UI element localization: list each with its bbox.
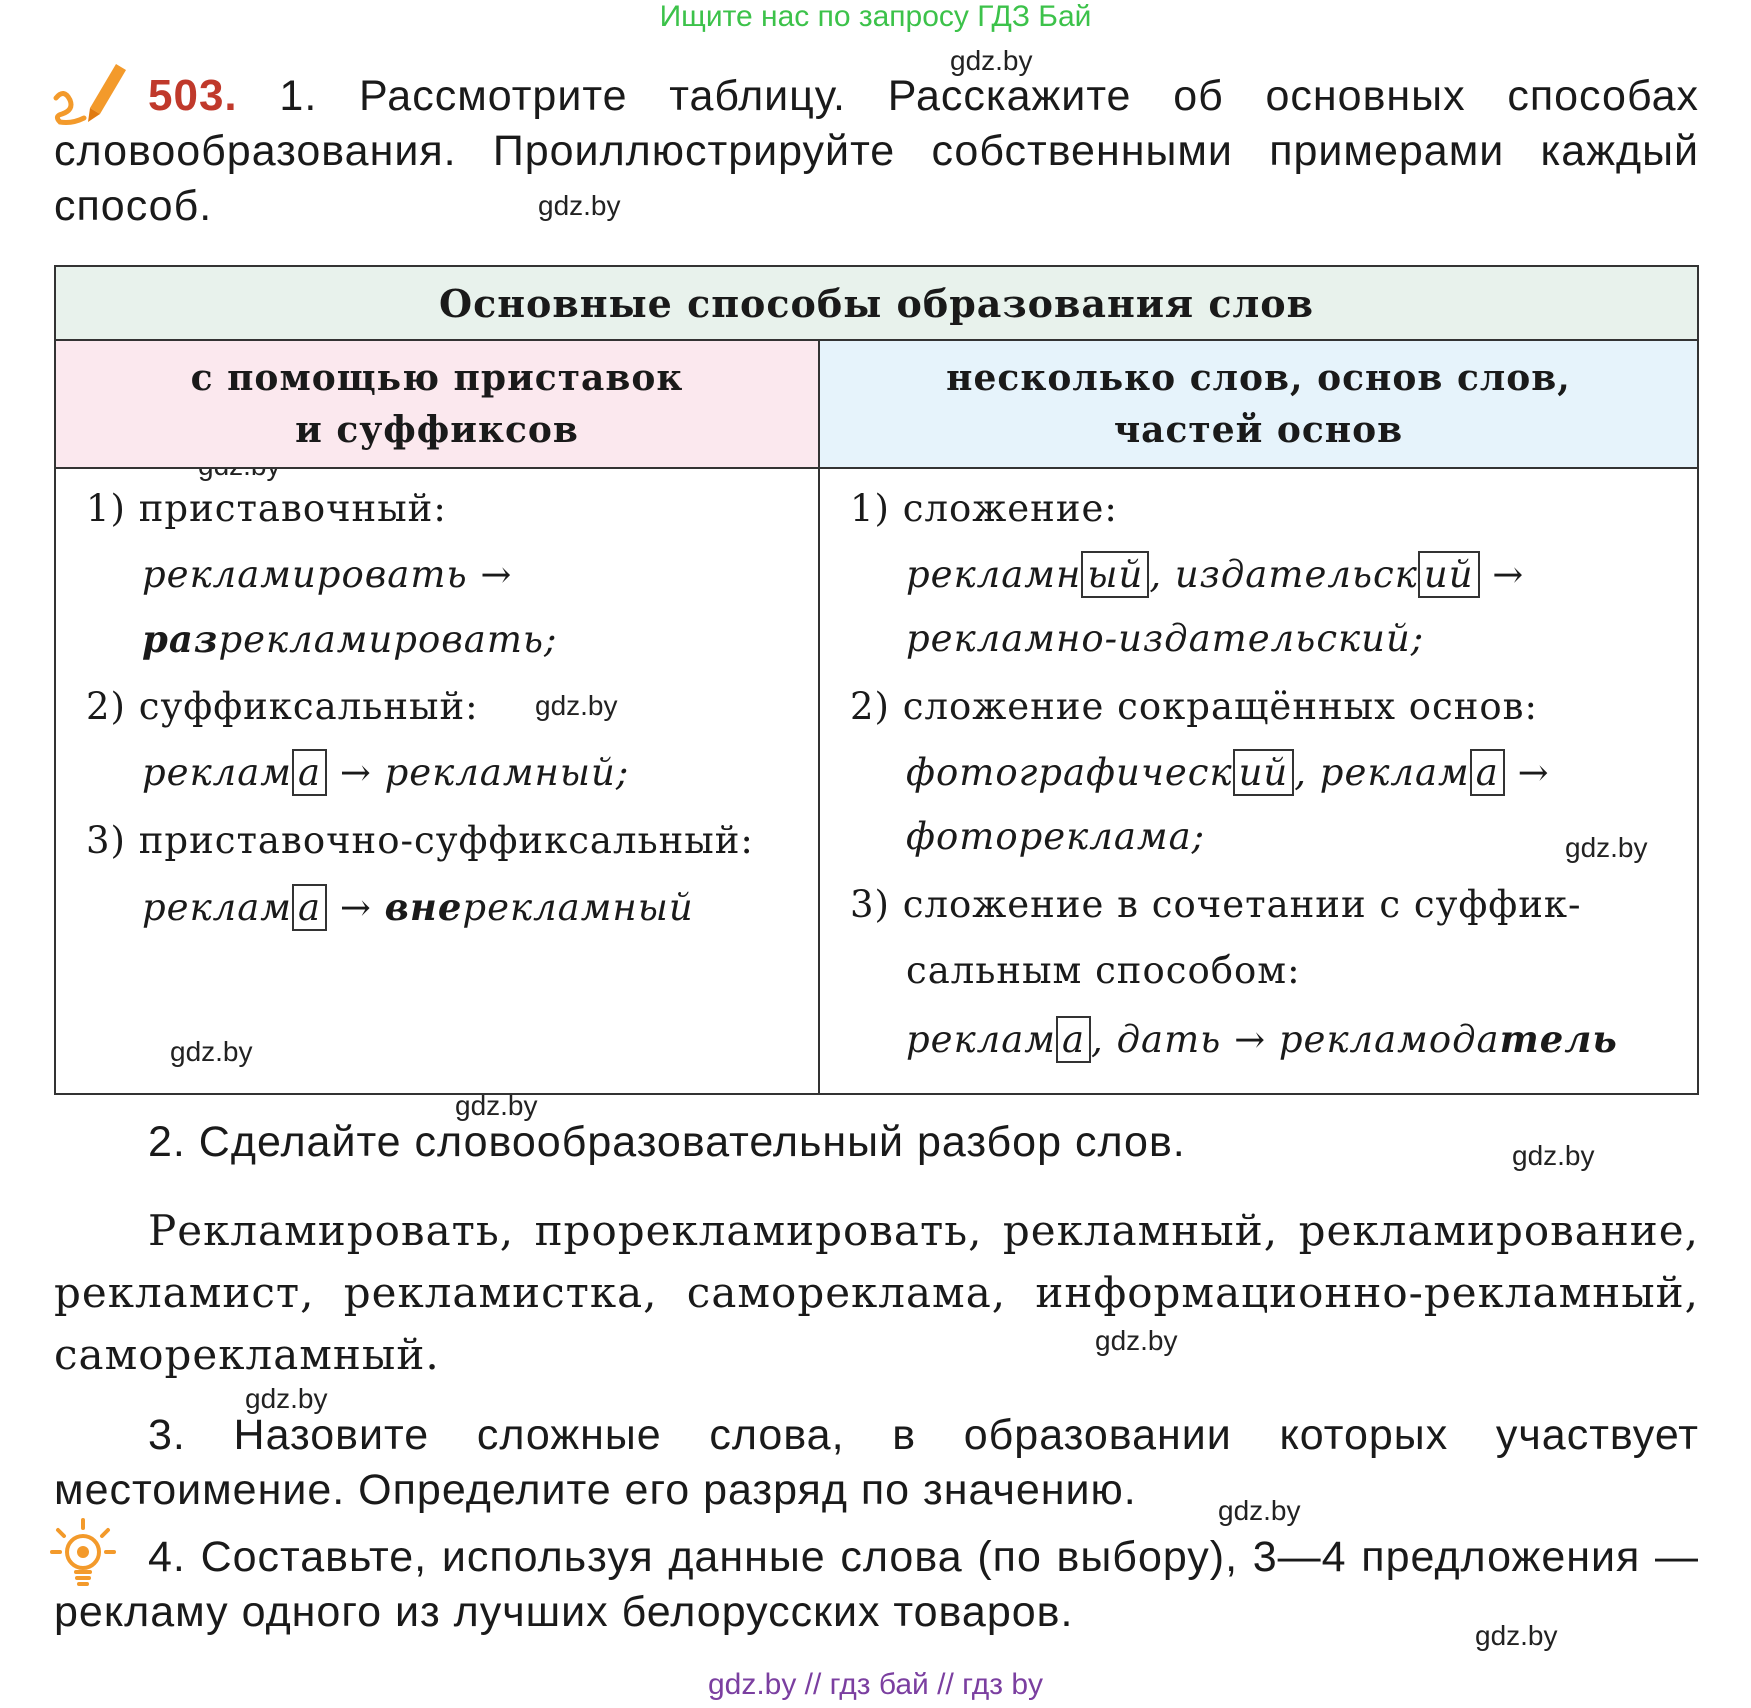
example-line: рекламн ый , издательск ий → [906, 553, 1525, 596]
watermark: gdz.by [1512, 1140, 1595, 1171]
right-column-body [819, 468, 1698, 1094]
method-prefix-label: 1) приставочный: [86, 487, 447, 530]
watermark: gdz.by [1218, 1495, 1301, 1526]
watermark: gdz.by [1095, 1325, 1178, 1356]
example-line: реклам а → рекламный; [142, 751, 630, 794]
example-line: фотографическ ий , реклам а → [906, 751, 1550, 794]
method-suffix-label: 2) суффиксальный: [86, 685, 479, 728]
watermark: gdz.by [535, 690, 618, 721]
top-banner: Ищите нас по запросу ГДЗ Бай [659, 0, 1092, 33]
watermark: gdz.by [1475, 1620, 1558, 1651]
table-title: Основные способы образования слов [55, 266, 1698, 340]
right-column-header: несколько слов, основ слов, частей основ [819, 340, 1698, 468]
example-line: фотореклама; [906, 815, 1206, 858]
method-compound-suffix-label-cont: сальным способом: [906, 949, 1301, 992]
left-column-header: с помощью приставок и суффиксов [55, 340, 819, 468]
watermark: gdz.by [170, 1036, 253, 1067]
word-list: Рекламировать, прорекламировать, рекламный, рекламирование, рекламист, рекламистка, самореклама, информационно-рекламный, саморекламный. [54, 1206, 1699, 1379]
method-compound-label: 1) сложение: [850, 487, 1118, 530]
task-part-4: 4. Составьте, используя данные слова (по выбору), 3—4 предложения — рекламу одного из лучших белорусских товаров. [54, 1533, 1699, 1636]
task-part-1: 1. Рассмотрите таблицу. Расскажите об основных способах словообразования. Проиллюстрируйте собственными примерами каждый способ. [54, 72, 1699, 230]
task-paragraph [54, 68, 1699, 234]
task-part-2: 2. Сделайте словообразовательный разбор слов. [148, 1118, 1186, 1166]
watermark: gdz.by [950, 45, 1033, 76]
watermark: gdz.by [538, 190, 621, 221]
left-column-body [55, 468, 819, 1094]
example-line: реклам а , дать → рекламодатель [906, 1017, 1618, 1061]
watermark: gdz.by [455, 1090, 538, 1121]
example-line: рекламно-издательский; [906, 617, 1425, 660]
task-part-3: 3. Назовите сложные слова, в образовании которых участвует местоимение. Определите его разряд по значению. [54, 1411, 1699, 1514]
example-line: разрекламировать; [142, 617, 558, 661]
example-line: рекламировать → [142, 553, 513, 596]
word-formation-table [54, 265, 1699, 1095]
watermark: gdz.by [1565, 832, 1648, 863]
footer-links: gdz.by // гдз бай // гдз by [707, 1668, 1044, 1701]
task-number: 503. [148, 71, 238, 120]
example-line: реклам а → внерекламный [142, 885, 694, 929]
watermark: gdz.by [245, 1383, 328, 1414]
method-compound-suffix-label: 3) сложение в сочетании с суффик- [850, 883, 1582, 926]
method-abbrev-compound-label: 2) сложение сокращённых основ: [850, 685, 1538, 728]
method-prefix-suffix-label: 3) приставочно-суффиксальный: [86, 819, 754, 862]
